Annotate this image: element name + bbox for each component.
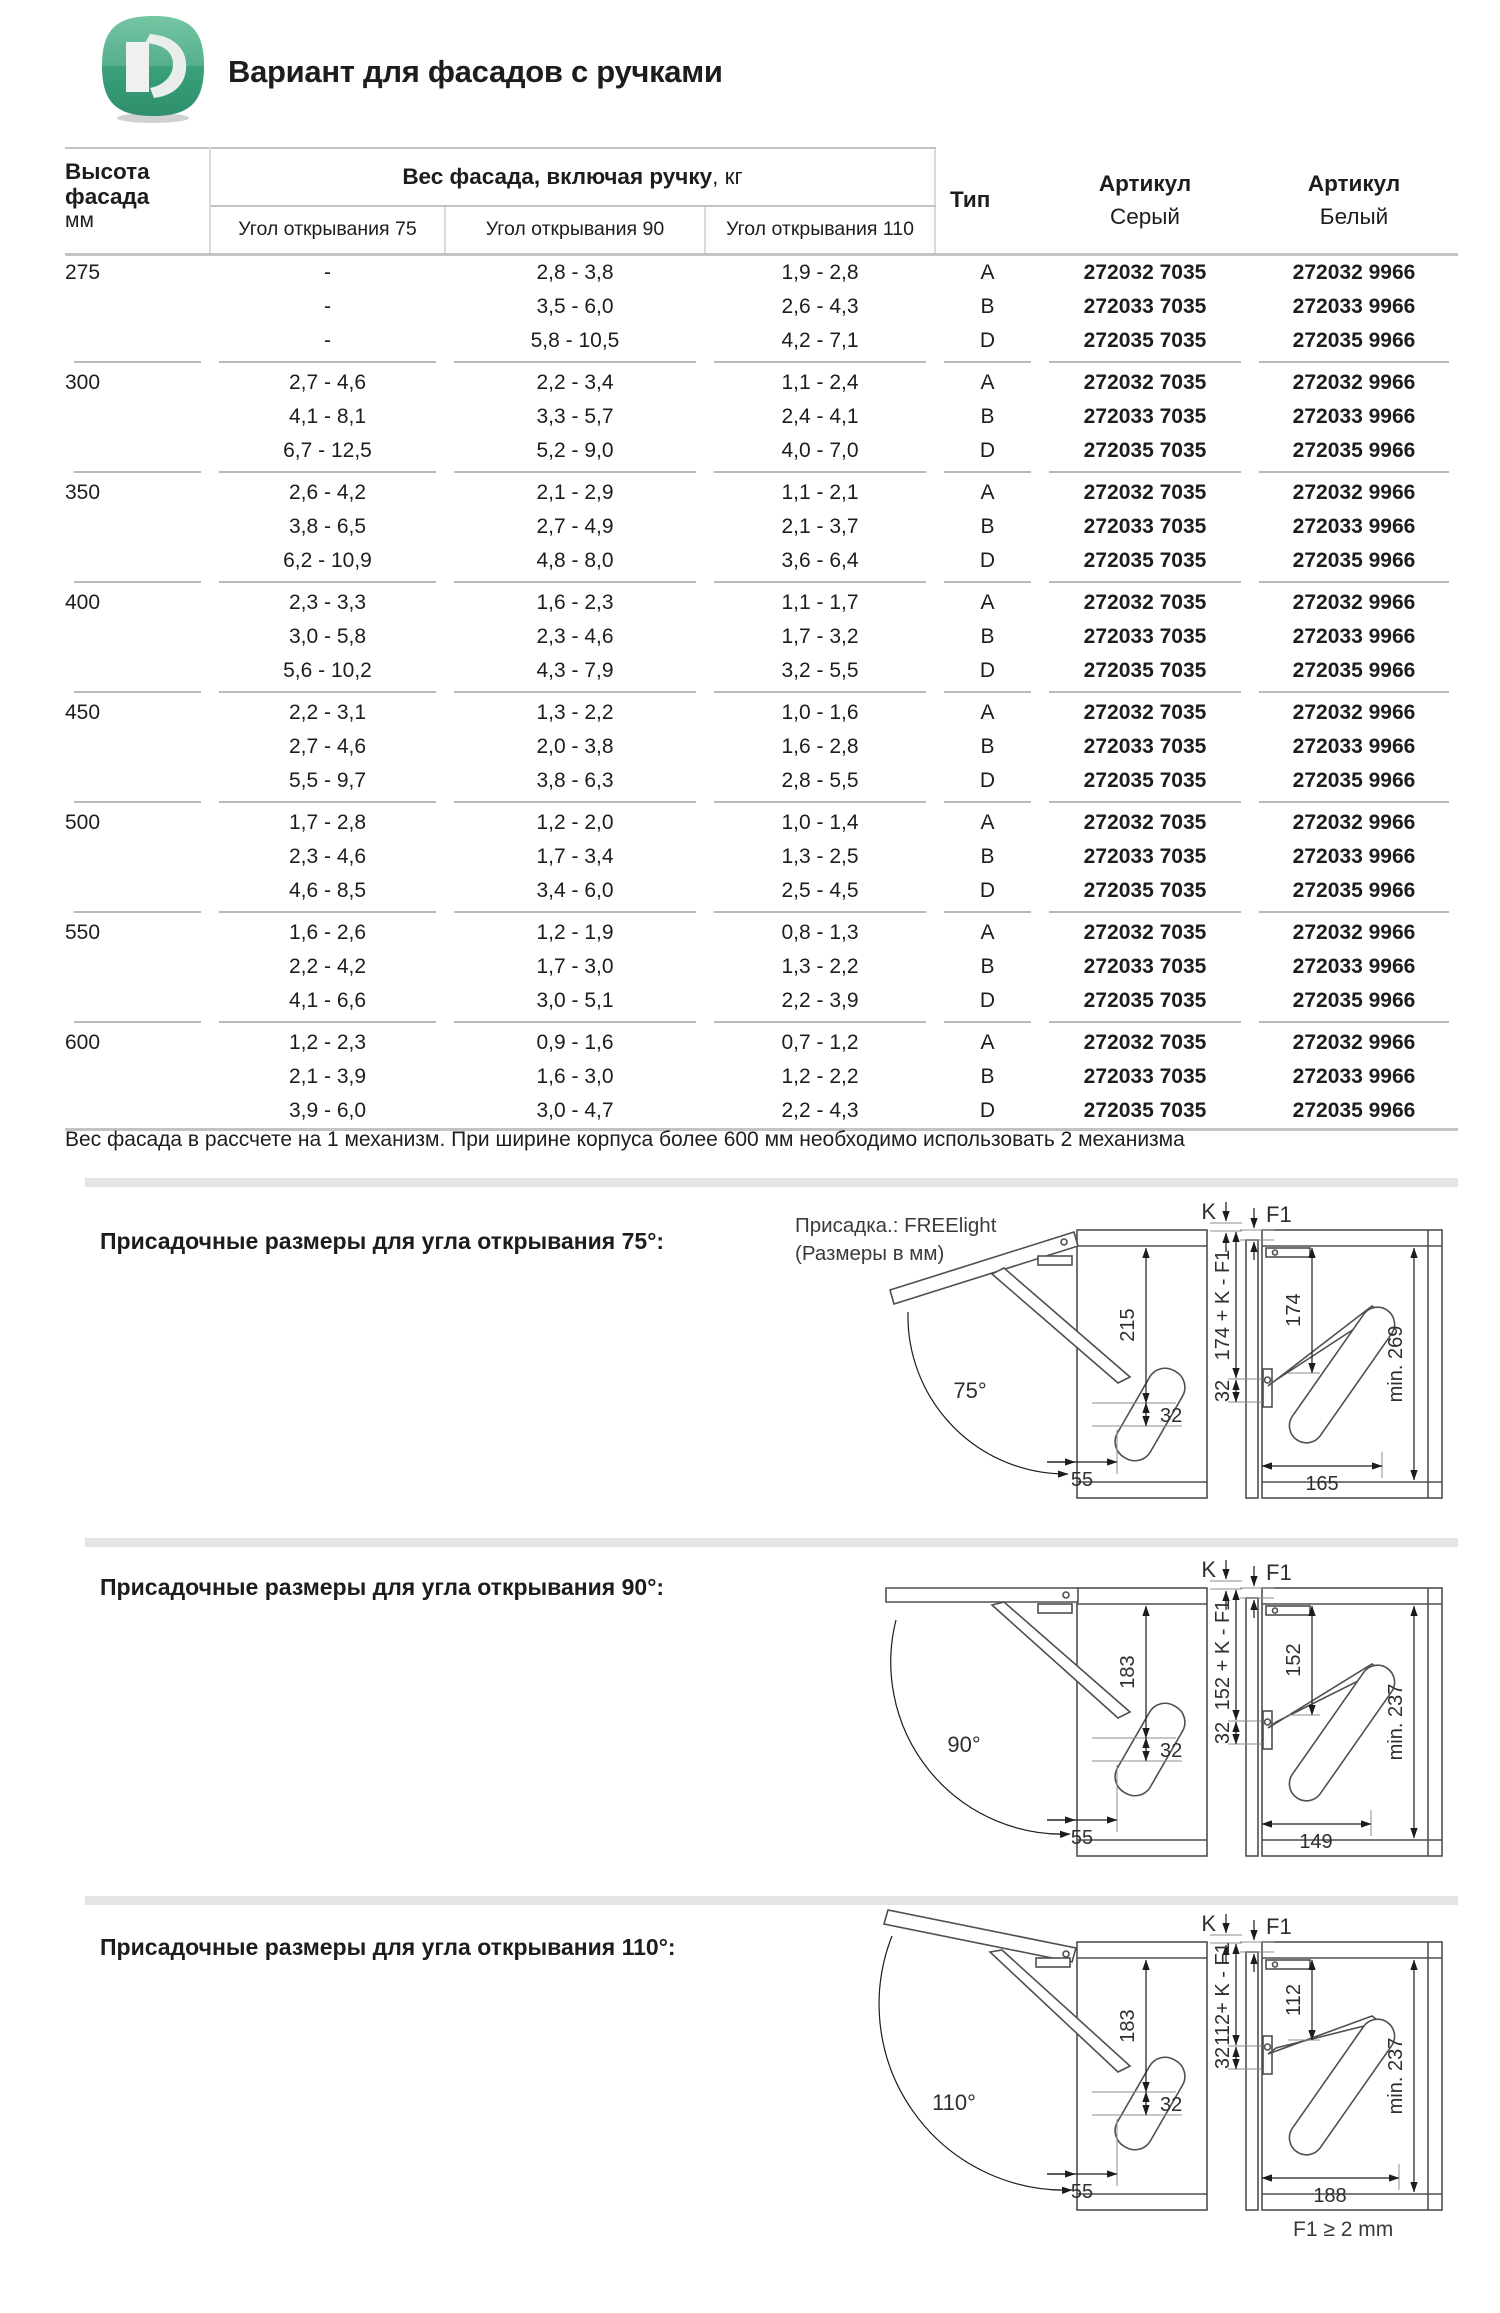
cell: 1,2 - 2,3 bbox=[288, 1030, 367, 1054]
table-row bbox=[65, 254, 1458, 290]
cell: D bbox=[979, 658, 996, 682]
dim-min: min. 269 bbox=[1385, 1325, 1407, 1403]
cell: 3,4 - 6,0 bbox=[536, 878, 614, 902]
cell: 1,1 - 1,7 bbox=[781, 590, 859, 614]
cell: 2,1 - 2,9 bbox=[536, 480, 614, 504]
cell: D bbox=[979, 548, 996, 572]
table-row bbox=[65, 620, 1458, 654]
table-row bbox=[65, 476, 1458, 510]
cell: 2,7 - 4,6 bbox=[288, 734, 367, 758]
cell: 272033 9966 bbox=[1292, 404, 1416, 428]
dim-closed-height: 174 bbox=[1283, 1293, 1305, 1327]
cell: 1,7 - 3,2 bbox=[781, 624, 859, 648]
table-row bbox=[65, 840, 1458, 874]
dim-expr: 112+ K - F1 bbox=[1212, 1942, 1234, 2046]
cell-height bbox=[65, 400, 210, 434]
cell: 3,0 - 4,7 bbox=[536, 1098, 614, 1122]
cell: 1,0 - 1,4 bbox=[781, 810, 859, 834]
cell: 2,1 - 3,9 bbox=[288, 1064, 367, 1088]
cell: 3,5 - 6,0 bbox=[536, 294, 614, 318]
cell: 6,2 - 10,9 bbox=[283, 548, 372, 572]
cell: B bbox=[980, 404, 995, 428]
cell: 272032 7035 bbox=[1083, 1030, 1207, 1054]
cell-height bbox=[65, 950, 210, 984]
dim-32b: 32 bbox=[1212, 1721, 1234, 1745]
dim-32: 32 bbox=[1160, 2094, 1183, 2116]
cell: 3,8 - 6,5 bbox=[288, 514, 367, 538]
table-row bbox=[65, 1094, 1458, 1130]
table-row bbox=[65, 984, 1458, 1018]
dim-closed-height: 152 bbox=[1283, 1643, 1305, 1677]
cell: 272035 7035 bbox=[1083, 548, 1207, 572]
cell: 272035 7035 bbox=[1083, 1098, 1207, 1122]
cell: 272032 7035 bbox=[1083, 700, 1207, 724]
dim-32: 32 bbox=[1160, 1405, 1183, 1427]
table-body bbox=[65, 254, 1458, 1137]
cell: D bbox=[979, 768, 996, 792]
cell: 2,3 - 4,6 bbox=[536, 624, 614, 648]
cell: 3,3 - 5,7 bbox=[536, 404, 614, 428]
cell: 272033 7035 bbox=[1083, 294, 1207, 318]
cell: 1,2 - 2,0 bbox=[536, 810, 614, 834]
cell: 1,7 - 2,8 bbox=[288, 810, 367, 834]
cell: 4,1 - 8,1 bbox=[288, 404, 367, 428]
cell: 272032 7035 bbox=[1083, 920, 1207, 944]
cell-height bbox=[65, 434, 210, 468]
cell: 272032 9966 bbox=[1292, 590, 1416, 614]
cell: 1,3 - 2,5 bbox=[781, 844, 859, 868]
cell: 2,2 - 3,1 bbox=[288, 700, 367, 724]
cell: 6,7 - 12,5 bbox=[283, 438, 372, 462]
cell: A bbox=[980, 260, 995, 284]
cell-height: 350 bbox=[65, 480, 101, 504]
cell: 2,7 - 4,6 bbox=[288, 370, 367, 394]
cell-height bbox=[65, 654, 210, 688]
dim-55: 55 bbox=[1070, 1827, 1094, 1849]
cell-height bbox=[65, 840, 210, 874]
cell-height bbox=[65, 764, 210, 798]
dim-bottom: 165 bbox=[1305, 1473, 1339, 1495]
cell: 5,8 - 10,5 bbox=[530, 328, 620, 352]
cell: 2,3 - 3,3 bbox=[288, 590, 367, 614]
cell: 5,5 - 9,7 bbox=[288, 768, 367, 792]
group-separator bbox=[65, 688, 1458, 696]
cell: 272035 9966 bbox=[1292, 438, 1416, 462]
table-row bbox=[65, 874, 1458, 908]
cell-height bbox=[65, 620, 210, 654]
cell: 4,2 - 7,1 bbox=[781, 328, 859, 352]
cell: 3,8 - 6,3 bbox=[536, 768, 614, 792]
cell: 272033 7035 bbox=[1083, 844, 1207, 868]
cell: 1,6 - 2,3 bbox=[536, 590, 614, 614]
flap-door-icon bbox=[100, 14, 206, 131]
cell: 2,6 - 4,3 bbox=[781, 294, 859, 318]
cell: 4,0 - 7,0 bbox=[781, 438, 859, 462]
cell-height bbox=[65, 290, 210, 324]
table-row bbox=[65, 806, 1458, 840]
table-row bbox=[65, 324, 1458, 358]
cell: 2,8 - 5,5 bbox=[781, 768, 859, 792]
cell: 272033 7035 bbox=[1083, 514, 1207, 538]
cell: A bbox=[980, 700, 995, 724]
group-separator bbox=[65, 358, 1458, 366]
cell: 1,9 - 2,8 bbox=[781, 260, 859, 284]
cell: D bbox=[979, 438, 996, 462]
cell-height: 400 bbox=[65, 590, 101, 614]
cell: 1,6 - 2,8 bbox=[781, 734, 859, 758]
dim-expr: 152 + K - F1 bbox=[1212, 1599, 1234, 1711]
table-row bbox=[65, 950, 1458, 984]
cell: 272035 9966 bbox=[1292, 988, 1416, 1012]
cell: 2,3 - 4,6 bbox=[288, 844, 367, 868]
table-row bbox=[65, 1060, 1458, 1094]
cell: 2,1 - 3,7 bbox=[781, 514, 859, 538]
dim-f1: F1 bbox=[1266, 1202, 1292, 1227]
angle-label: 90° bbox=[947, 1732, 981, 1757]
cell: 1,1 - 2,1 bbox=[781, 480, 859, 504]
cell: B bbox=[980, 844, 995, 868]
cell: 272033 9966 bbox=[1292, 954, 1416, 978]
table-row bbox=[65, 434, 1458, 468]
cell-height bbox=[65, 874, 210, 908]
cell: D bbox=[979, 328, 996, 352]
diagram-note: Присадка.: FREElight (Размеры в мм) bbox=[795, 1214, 997, 1265]
table-row bbox=[65, 586, 1458, 620]
cell: A bbox=[980, 370, 995, 394]
cell: 272033 7035 bbox=[1083, 954, 1207, 978]
col-header-article-white: Артикул Белый bbox=[1250, 148, 1458, 254]
table-row bbox=[65, 730, 1458, 764]
cell: A bbox=[980, 480, 995, 504]
cell: 272035 9966 bbox=[1292, 878, 1416, 902]
cell: 4,3 - 7,9 bbox=[536, 658, 614, 682]
dim-k: K bbox=[1201, 1911, 1216, 1936]
cell: 272035 9966 bbox=[1292, 658, 1416, 682]
cell: 1,7 - 3,0 bbox=[536, 954, 614, 978]
col-header-weight: Вес фасада, включая ручку, кг bbox=[210, 148, 935, 206]
table-row bbox=[65, 696, 1458, 730]
cell: 3,6 - 6,4 bbox=[781, 548, 859, 572]
cell: 272033 9966 bbox=[1292, 1064, 1416, 1088]
dim-k: K bbox=[1201, 1557, 1216, 1582]
cell: 272035 7035 bbox=[1083, 768, 1207, 792]
cell: A bbox=[980, 590, 995, 614]
table-row bbox=[65, 400, 1458, 434]
cell-height bbox=[65, 730, 210, 764]
cell: 1,7 - 3,4 bbox=[536, 844, 614, 868]
diagram-75 bbox=[842, 1190, 1458, 1535]
cell: 1,2 - 1,9 bbox=[536, 920, 614, 944]
section-heading-90: Присадочные размеры для угла открывания 90°: bbox=[100, 1574, 665, 1600]
cell: 272035 9966 bbox=[1292, 768, 1416, 792]
cell: 5,6 - 10,2 bbox=[283, 658, 372, 682]
cell: 2,7 - 4,9 bbox=[536, 514, 614, 538]
cell: - bbox=[324, 328, 331, 352]
dim-bottom: 149 bbox=[1299, 1831, 1333, 1853]
f1-tolerance-note: F1 ≥ 2 mm bbox=[1293, 2218, 1394, 2241]
cell-height bbox=[65, 984, 210, 1018]
cell: 1,6 - 2,6 bbox=[288, 920, 367, 944]
cell-height: 300 bbox=[65, 370, 101, 394]
cell: 272035 9966 bbox=[1292, 328, 1416, 352]
cell: 272035 7035 bbox=[1083, 328, 1207, 352]
cell: D bbox=[979, 878, 996, 902]
cell-height: 550 bbox=[65, 920, 101, 944]
cell: 272035 9966 bbox=[1292, 548, 1416, 572]
group-separator bbox=[65, 908, 1458, 916]
cell-height: 600 bbox=[65, 1030, 101, 1054]
cell: 272035 7035 bbox=[1083, 658, 1207, 682]
cell: 272033 9966 bbox=[1292, 844, 1416, 868]
cell: 1,6 - 3,0 bbox=[536, 1064, 614, 1088]
dim-closed-height: 112 bbox=[1283, 1984, 1305, 2016]
cell: 5,2 - 9,0 bbox=[536, 438, 614, 462]
cell: 2,4 - 4,1 bbox=[781, 404, 859, 428]
table-row bbox=[65, 1026, 1458, 1060]
diagram-90 bbox=[842, 1548, 1458, 1893]
cell: 3,0 - 5,1 bbox=[536, 988, 614, 1012]
col-header-angle-90: Угол открывания 90 bbox=[445, 206, 705, 254]
cell-height bbox=[65, 1094, 210, 1130]
col-header-angle-110: Угол открывания 110 bbox=[705, 206, 935, 254]
cell: 3,2 - 5,5 bbox=[781, 658, 859, 682]
cell: 2,6 - 4,2 bbox=[288, 480, 367, 504]
cell: 272035 7035 bbox=[1083, 878, 1207, 902]
cell: 272033 7035 bbox=[1083, 404, 1207, 428]
angle-label: 75° bbox=[953, 1378, 987, 1403]
cell: 272032 9966 bbox=[1292, 700, 1416, 724]
cell: 272033 7035 bbox=[1083, 1064, 1207, 1088]
cell: - bbox=[324, 260, 331, 284]
cell: 272032 7035 bbox=[1083, 370, 1207, 394]
cell-height bbox=[65, 544, 210, 578]
cell: 2,8 - 3,8 bbox=[536, 260, 614, 284]
dim-open-height: 183 bbox=[1117, 1655, 1139, 1689]
cell: A bbox=[980, 1030, 995, 1054]
section-heading-110: Присадочные размеры для угла открывания 110°: bbox=[100, 1934, 676, 1960]
cell: B bbox=[980, 734, 995, 758]
dim-f1: F1 bbox=[1266, 1914, 1292, 1939]
cell: 2,2 - 3,4 bbox=[536, 370, 614, 394]
cell: 272032 9966 bbox=[1292, 480, 1416, 504]
cell: B bbox=[980, 624, 995, 648]
cell: 4,6 - 8,5 bbox=[288, 878, 367, 902]
cell: 1,3 - 2,2 bbox=[781, 954, 859, 978]
col-header-type: Тип bbox=[935, 148, 1040, 254]
cell: 2,2 - 3,9 bbox=[781, 988, 859, 1012]
dim-open-height: 215 bbox=[1117, 1308, 1139, 1342]
height-label: Высота фасада bbox=[65, 159, 150, 210]
cell: 4,8 - 8,0 bbox=[536, 548, 614, 572]
cell: 0,9 - 1,6 bbox=[536, 1030, 614, 1054]
cell-height: 275 bbox=[65, 260, 101, 284]
cell: 272033 9966 bbox=[1292, 514, 1416, 538]
page-title: Вариант для фасадов с ручками bbox=[228, 54, 723, 89]
section-divider bbox=[85, 1538, 1458, 1547]
weights-table bbox=[65, 147, 1458, 1137]
dim-open-height: 183 bbox=[1117, 2009, 1139, 2043]
cell: 3,9 - 6,0 bbox=[288, 1098, 367, 1122]
dim-min: min. 237 bbox=[1385, 1683, 1407, 1761]
dim-55: 55 bbox=[1070, 2181, 1094, 2203]
cell: 272033 7035 bbox=[1083, 734, 1207, 758]
table-row bbox=[65, 544, 1458, 578]
table-row bbox=[65, 290, 1458, 324]
cell: A bbox=[980, 920, 995, 944]
dim-expr: 174 + K - F1 bbox=[1212, 1249, 1234, 1361]
cell: 272033 7035 bbox=[1083, 624, 1207, 648]
cell: 272032 9966 bbox=[1292, 810, 1416, 834]
dim-32b: 32 bbox=[1212, 2046, 1234, 2070]
cell: B bbox=[980, 514, 995, 538]
dim-bottom: 188 bbox=[1313, 2185, 1347, 2207]
col-header-angle-75: Угол открывания 75 bbox=[210, 206, 445, 254]
cell: 0,8 - 1,3 bbox=[781, 920, 859, 944]
cell: 2,2 - 4,3 bbox=[781, 1098, 859, 1122]
cell-height: 500 bbox=[65, 810, 101, 834]
cell: 272033 9966 bbox=[1292, 734, 1416, 758]
cell: 272035 7035 bbox=[1083, 988, 1207, 1012]
cell: 272032 9966 bbox=[1292, 1030, 1416, 1054]
cell: B bbox=[980, 1064, 995, 1088]
diagram-110 bbox=[842, 1902, 1458, 2247]
col-header-article-grey: Артикул Серый bbox=[1040, 148, 1250, 254]
group-separator bbox=[65, 578, 1458, 586]
table-row bbox=[65, 764, 1458, 798]
cell: D bbox=[979, 988, 996, 1012]
group-separator bbox=[65, 798, 1458, 806]
cell: 272032 9966 bbox=[1292, 920, 1416, 944]
section-heading-75: Присадочные размеры для угла открывания 75°: bbox=[100, 1228, 665, 1254]
cell: 272035 7035 bbox=[1083, 438, 1207, 462]
cell: 1,0 - 1,6 bbox=[781, 700, 859, 724]
group-separator bbox=[65, 468, 1458, 476]
dim-min: min. 237 bbox=[1385, 2037, 1407, 2115]
cell: 272032 7035 bbox=[1083, 590, 1207, 614]
angle-label: 110° bbox=[932, 2090, 976, 2115]
cell-height: 450 bbox=[65, 700, 101, 724]
table-footnote: Вес фасада в рассчете на 1 механизм. При ширине корпуса более 600 мм необходимо использовать 2 механизма bbox=[65, 1128, 1185, 1151]
dim-32b: 32 bbox=[1212, 1379, 1234, 1403]
cell: B bbox=[980, 294, 995, 318]
cell: 0,7 - 1,2 bbox=[781, 1030, 859, 1054]
cell: 4,1 - 6,6 bbox=[288, 988, 367, 1012]
section-divider bbox=[85, 1178, 1458, 1187]
height-unit: мм bbox=[65, 209, 94, 233]
cell-height bbox=[65, 510, 210, 544]
cell: 2,2 - 4,2 bbox=[288, 954, 367, 978]
cell: - bbox=[324, 294, 331, 318]
cell: 272032 7035 bbox=[1083, 480, 1207, 504]
dim-f1: F1 bbox=[1266, 1560, 1292, 1585]
dim-k: K bbox=[1201, 1199, 1216, 1224]
cell-height bbox=[65, 1060, 210, 1094]
cell: 272033 9966 bbox=[1292, 624, 1416, 648]
cell-height bbox=[65, 324, 210, 358]
cell: 2,0 - 3,8 bbox=[536, 734, 614, 758]
dim-32: 32 bbox=[1160, 1740, 1183, 1762]
table-row bbox=[65, 916, 1458, 950]
cell: D bbox=[979, 1098, 996, 1122]
group-separator bbox=[65, 1018, 1458, 1026]
table-row bbox=[65, 510, 1458, 544]
cell: 272035 9966 bbox=[1292, 1098, 1416, 1122]
cell: 272033 9966 bbox=[1292, 294, 1416, 318]
cell: 3,0 - 5,8 bbox=[288, 624, 367, 648]
cell: 272032 9966 bbox=[1292, 370, 1416, 394]
dim-55: 55 bbox=[1070, 1469, 1094, 1491]
cell: 2,5 - 4,5 bbox=[781, 878, 859, 902]
cell: B bbox=[980, 954, 995, 978]
cell: A bbox=[980, 810, 995, 834]
cell: 272032 7035 bbox=[1083, 810, 1207, 834]
cell: 272032 7035 bbox=[1083, 260, 1207, 284]
cell: 1,3 - 2,2 bbox=[536, 700, 614, 724]
table-row bbox=[65, 366, 1458, 400]
table-row bbox=[65, 654, 1458, 688]
cell: 1,2 - 2,2 bbox=[781, 1064, 859, 1088]
cell: 1,1 - 2,4 bbox=[781, 370, 859, 394]
col-header-height bbox=[65, 148, 210, 254]
cell: 272032 9966 bbox=[1292, 260, 1416, 284]
